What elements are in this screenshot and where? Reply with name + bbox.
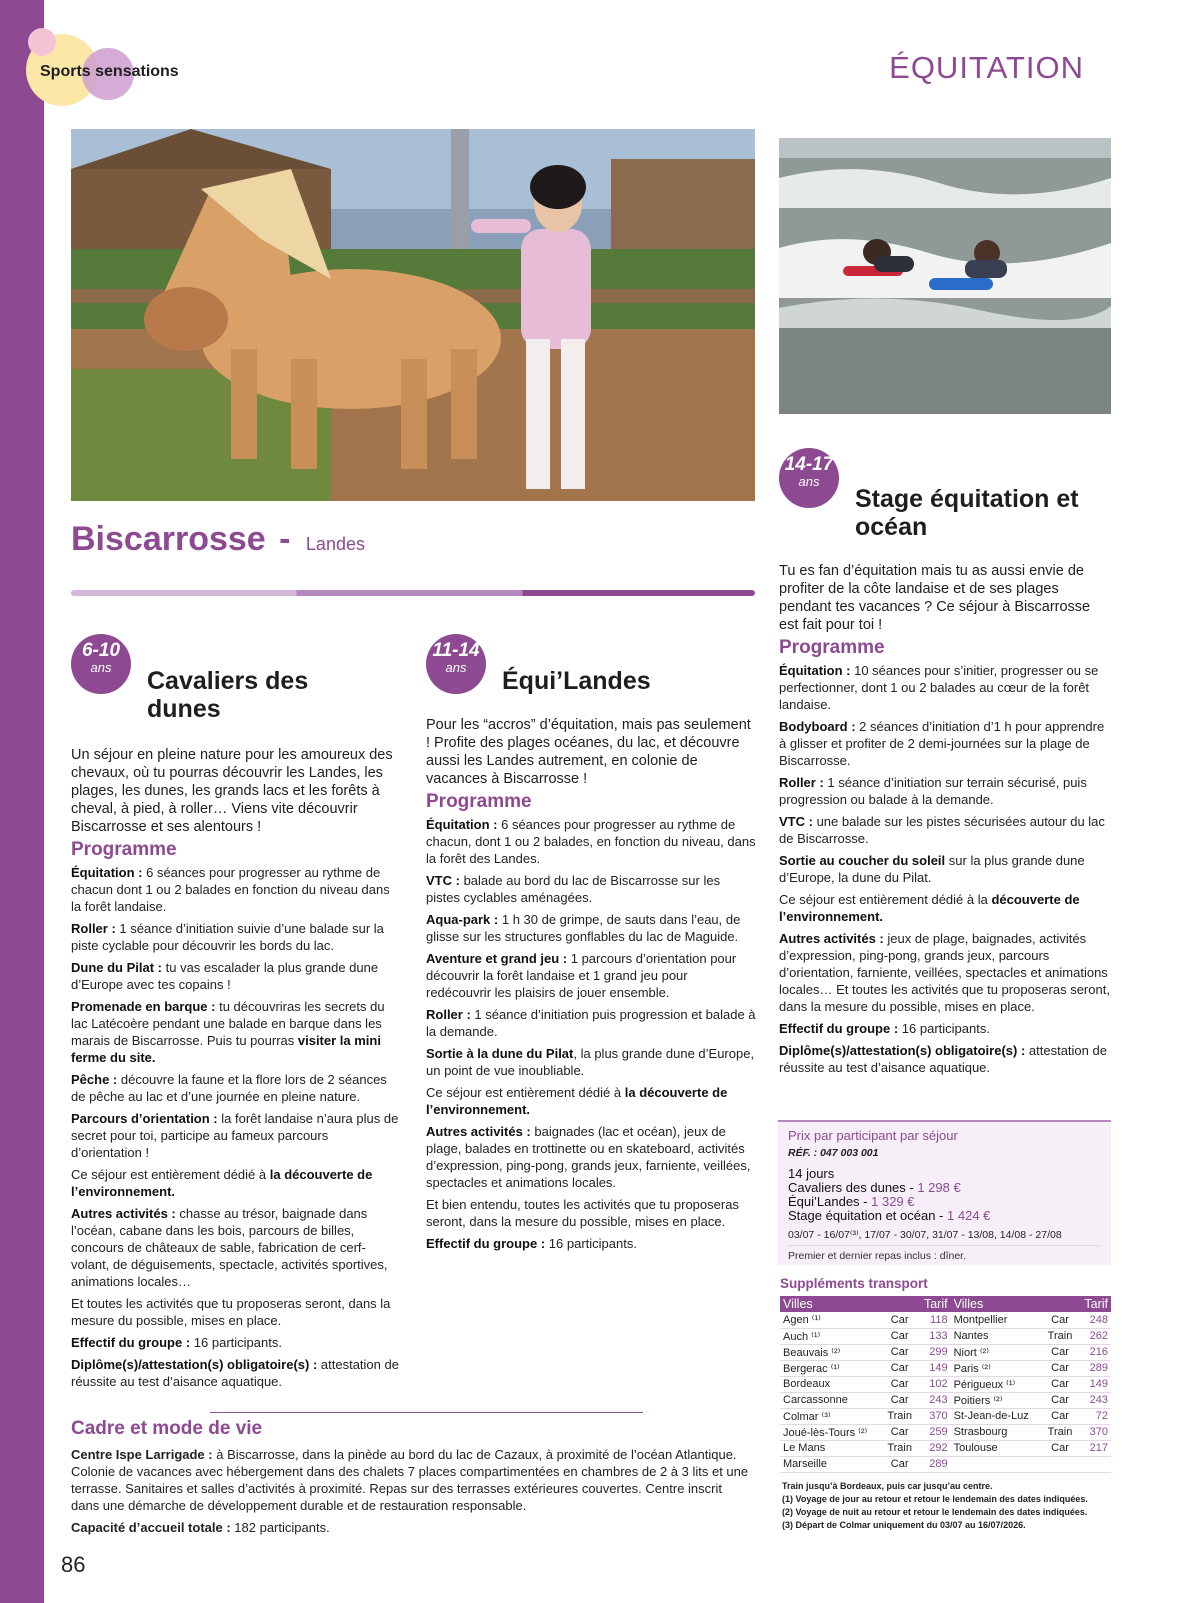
programme-item-label: Promenade en barque : [71, 999, 216, 1014]
note-line: (3) Départ de Colmar uniquement du 03/07 au 16/07/2026. [782, 1520, 1026, 1530]
stay-intro: Pour les “accros” d’équitation, mais pas seulement ! Profite des plages océanes, du lac, et découvre aussi les Landes autrement, en colonie de vacances à Biscarrosse ! [426, 717, 751, 787]
transport-heading: Suppléments transport [780, 1276, 928, 1291]
programme-item [426, 1123, 756, 1191]
programme-item [71, 998, 401, 1066]
programme-item-label: Parcours d’orientation : [71, 1111, 218, 1126]
transport-mode: Car [1043, 1408, 1078, 1424]
price-amount: 1 329 € [871, 1194, 915, 1209]
programme-item-text: baignades (lac et océan), jeux de plage, balades en trottinette ou en skateboard, activités d’expression, ping-pong, grands jeux, farniente, veillées, spectacles et animations locales. [426, 1124, 751, 1190]
programme-item-label: Sortie au coucher du soleil [779, 853, 946, 868]
programme-item-text: 1 séance d’initiation suivie d’une balade sur la piste cyclable pour découvrir les bords du lac. [71, 921, 384, 953]
programme-item-emphasis: découverte de l’environnement. [779, 892, 1080, 924]
programme-item [426, 1006, 756, 1040]
programme-item-text: chasse au trésor, baignade dans l’océan, cabane dans les bois, parcours de billes, concours de châteaux de sable, fabrication de cerf-volant, de déguisements, spectacle, activités sportives, animations locales… [71, 1206, 388, 1289]
transport-mode: Train [882, 1440, 917, 1456]
programme-item-text: 2 séances d’initiation d’1 h pour apprendre à glisser et profiter de 2 demi-journées sur la plage de Biscarrosse. [779, 719, 1105, 768]
price-stay-name: Équi’Landes - [788, 1194, 872, 1209]
price-amount: 1 298 € [917, 1180, 961, 1195]
transport-mode: Car [882, 1344, 917, 1360]
programme-item-text: , la plus grande dune d’Europe, un point de vue inoubliable. [426, 1046, 755, 1078]
programme-item-label: Équitation : [71, 865, 143, 880]
col-city: Villes [951, 1296, 1078, 1312]
programme-heading: Programme [426, 791, 532, 812]
programme-item-emphasis: la découverte de l’environnement. [71, 1167, 373, 1199]
programme-item-label: Roller : [71, 921, 116, 936]
programme-item-text: tu découvriras les secrets du lac Latécoère pendant une balade en barque dans les marais de Biscarrosse. Puis tu pourras [71, 999, 385, 1048]
center-label: Centre Ispe Larrigade : [71, 1447, 213, 1462]
transport-notes [782, 1480, 1112, 1532]
programme-item [71, 1110, 401, 1161]
programme-item [426, 1045, 756, 1079]
transport-city: Nantes [951, 1328, 1043, 1344]
transport-mode: Train [1043, 1328, 1078, 1344]
place-title [71, 520, 365, 559]
transport-mode: Car [882, 1456, 917, 1472]
cadre-text [71, 1446, 751, 1541]
programme-item-label: Autres activités : [779, 931, 884, 946]
title-dash: - [279, 520, 291, 558]
stay-title-stage: Stage équitation et océan [855, 485, 1079, 541]
note-line: (1) Voyage de jour au retour et retour le lendemain des dates indiquées. [782, 1494, 1088, 1504]
transport-city: Toulouse [951, 1440, 1043, 1456]
programme-item-text: 6 séances pour progresser au rythme de chacun dont 1 ou 2 balades en fonction du niveau dans la forêt landaise. [71, 865, 390, 914]
programme-item-text: jeux de plage, baignades, activités d’expression, ping-pong, grands jeux, parcours d’orientation, farniente, veillées, spectacles et animations locales… Et toutes les activités que tu proposeras seront, dans la mesure du possible, mises en place. [779, 931, 1110, 1014]
transport-city: Bergerac ⁽¹⁾ [780, 1360, 882, 1376]
programme-item-text: Ce séjour est entièrement dédié à [426, 1085, 625, 1100]
transport-price: 149 [1077, 1376, 1111, 1392]
center-description [71, 1446, 751, 1514]
programme-item [71, 959, 401, 993]
programme-item-text: 10 séances pour s’initier, progresser ou se perfectionner, dont 1 ou 2 balades au cœur de la forêt landaise. [779, 663, 1099, 712]
age-badge-14-17 [779, 448, 839, 508]
transport-price: 370 [1077, 1424, 1111, 1440]
transport-price: 292 [917, 1440, 951, 1456]
col-price: Tarif [1077, 1296, 1111, 1312]
programme-list [426, 816, 756, 1252]
programme-item-label: Roller : [426, 1007, 471, 1022]
programme-item-text: 16 participants. [545, 1236, 637, 1251]
transport-row [780, 1376, 1111, 1392]
programme-item-text: Ce séjour est entièrement dédié à la [779, 892, 992, 907]
transport-mode: Car [1043, 1360, 1078, 1376]
transport-table [780, 1296, 1111, 1473]
transport-price: 243 [1077, 1392, 1111, 1408]
transport-row [780, 1328, 1111, 1344]
programme-item [71, 1334, 401, 1351]
programme-item-text: Et bien entendu, toutes les activités que tu proposeras seront, dans la mesure du possible, mises en place. [426, 1197, 739, 1229]
programme-list [71, 864, 401, 1390]
programme-item-text: découvre la faune et la flore lors de 2 séances de pêche au lac et d’une journée en pleine nature. [71, 1072, 387, 1104]
transport-row [780, 1424, 1111, 1440]
title-divider [71, 590, 755, 596]
transport-city: Paris ⁽²⁾ [951, 1360, 1043, 1376]
programme-item-text: 1 h 30 de grimpe, de sauts dans l’eau, de glisse sur les structures gonflables du lac de Maguide. [426, 912, 741, 944]
transport-mode: Car [882, 1360, 917, 1376]
transport-row [780, 1392, 1111, 1408]
programme-list [779, 662, 1112, 1076]
stay-column-equilandes [426, 716, 756, 1257]
transport-city: Marseille [780, 1456, 882, 1472]
capacity-text: 182 participants. [230, 1520, 330, 1535]
programme-item-label: VTC : [426, 873, 460, 888]
programme-item-text: attestation de réussite au test d’aisance aquatique. [779, 1043, 1107, 1075]
programme-item [426, 911, 756, 945]
programme-item [71, 1205, 401, 1290]
programme-item-text: attestation de réussite au test d’aisance aquatique. [71, 1357, 399, 1389]
programme-item-label: Dune du Pilat : [71, 960, 162, 975]
transport-row [780, 1440, 1111, 1456]
stay-column-cavaliers [71, 746, 401, 1395]
programme-item-label: Aqua-park : [426, 912, 499, 927]
transport-city: Niort ⁽²⁾ [951, 1344, 1043, 1360]
age-range: 6-10 [81, 640, 121, 661]
price-box [778, 1120, 1111, 1265]
programme-item [779, 891, 1112, 925]
programme-item [426, 816, 756, 867]
transport-city: Auch ⁽¹⁾ [780, 1328, 882, 1344]
age-range: 11-14 [432, 640, 480, 661]
transport-row [780, 1360, 1111, 1376]
programme-item-label: VTC : [779, 814, 813, 829]
stay-title-cavaliers: Cavaliers des dunes [147, 667, 309, 723]
stay-intro: Tu es fan d’équitation mais tu as aussi envie de profiter de la côte landaise et de ses plages pendant tes vacances ? Ce séjour à Biscarrosse est fait pour toi ! [779, 563, 1091, 633]
price-duration: 14 jours [788, 1166, 835, 1181]
transport-mode: Car [882, 1312, 917, 1328]
programme-item [779, 774, 1112, 808]
transport-body [780, 1312, 1111, 1472]
price-stay-name: Stage équitation et océan - [788, 1208, 948, 1223]
programme-item-label: Diplôme(s)/attestation(s) obligatoire(s) : [71, 1357, 318, 1372]
transport-price: 149 [917, 1360, 951, 1376]
programme-item-text: la forêt landaise n’aura plus de secret pour toi, participe au fameux parcours d’orientation ! [71, 1111, 399, 1160]
programme-item-label: Autres activités : [426, 1124, 531, 1139]
note-line: (2) Voyage de nuit au retour et retour le lendemain des dates indiquées. [782, 1507, 1088, 1517]
programme-item-text: sur la plus grande dune d’Europe, la dune du Pilat. [779, 853, 1085, 885]
transport-mode: Car [882, 1376, 917, 1392]
transport-price: 289 [1077, 1360, 1111, 1376]
programme-item [426, 950, 756, 1001]
age-unit: ans [798, 474, 820, 489]
price-reference: RÉF. : 047 003 001 [788, 1147, 879, 1159]
programme-item-emphasis: la découverte de l’environnement. [426, 1085, 728, 1117]
transport-city: Poitiers ⁽²⁾ [951, 1392, 1043, 1408]
price-heading: Prix par participant par séjour [788, 1128, 958, 1143]
programme-item-text: 6 séances pour progresser au rythme de chacun, dont 1 ou 2 balades, en fonction du niveau, dans la forêt des Landes. [426, 817, 756, 866]
transport-price: 299 [917, 1344, 951, 1360]
programme-item-label: Diplôme(s)/attestation(s) obligatoire(s) : [779, 1043, 1026, 1058]
cadre-heading: Cadre et mode de vie [71, 1418, 263, 1439]
transport-price: 259 [917, 1424, 951, 1440]
transport-mode: Car [1043, 1392, 1078, 1408]
age-badge-6-10 [71, 634, 131, 694]
category-label: Sports sensations [40, 63, 179, 80]
transport-price: 289 [917, 1456, 951, 1472]
transport-city: Beauvais ⁽²⁾ [780, 1344, 882, 1360]
programme-item [71, 864, 401, 915]
programme-item [71, 1295, 401, 1329]
price-line [788, 1209, 1101, 1223]
programme-item [779, 813, 1112, 847]
programme-item [71, 1071, 401, 1105]
programme-item [71, 920, 401, 954]
transport-mode: Car [882, 1328, 917, 1344]
transport-price: 248 [1077, 1312, 1111, 1328]
transport-price [1077, 1456, 1111, 1472]
programme-item-text: 16 participants. [190, 1335, 282, 1350]
stay-column-stage [779, 562, 1112, 1081]
transport-city: Colmar ⁽³⁾ [780, 1408, 882, 1424]
programme-item [426, 1235, 756, 1252]
transport-mode: Car [1043, 1376, 1078, 1392]
transport-row [780, 1312, 1111, 1328]
bodyboard-photo [779, 138, 1111, 414]
programme-item-label: Bodyboard : [779, 719, 856, 734]
transport-mode: Train [882, 1408, 917, 1424]
transport-price: 72 [1077, 1408, 1111, 1424]
place-region: Landes [305, 534, 365, 554]
programme-item [71, 1166, 401, 1200]
transport-city: Carcassonne [780, 1392, 882, 1408]
programme-item-label: Sortie à la dune du Pilat [426, 1046, 574, 1061]
transport-price: 216 [1077, 1344, 1111, 1360]
programme-item-text: 1 séance d’initiation sur terrain sécurisé, puis progression ou balade à la demande. [779, 775, 1087, 807]
programme-item-text: 16 participants. [898, 1021, 990, 1036]
horse-photo [71, 129, 755, 501]
age-unit: ans [90, 660, 112, 675]
transport-city: Bordeaux [780, 1376, 882, 1392]
programme-item [779, 930, 1112, 1015]
programme-item-text: 1 séance d’initiation puis progression et balade à la demande. [426, 1007, 756, 1039]
programme-item-label: Équitation : [779, 663, 851, 678]
transport-mode [1043, 1456, 1078, 1472]
transport-price: 370 [917, 1408, 951, 1424]
programme-item-label: Effectif du groupe : [426, 1236, 546, 1251]
col-price: Tarif [917, 1296, 951, 1312]
transport-row [780, 1456, 1111, 1472]
transport-city: St-Jean-de-Luz [951, 1408, 1043, 1424]
programme-item [426, 1084, 756, 1118]
meals-note: Premier et dernier repas inclus : dîner. [788, 1250, 966, 1262]
page-sidebar-band [0, 0, 44, 1603]
price-amount: 1 424 € [947, 1208, 991, 1223]
programme-item [779, 662, 1112, 713]
col-city: Villes [780, 1296, 917, 1312]
pink-bubble [28, 28, 56, 56]
place-name: Biscarrosse [71, 520, 266, 558]
programme-item-label: Équitation : [426, 817, 498, 832]
programme-item-emphasis: visiter la mini ferme du site. [71, 1033, 381, 1065]
programme-heading: Programme [779, 637, 885, 658]
age-unit: ans [445, 660, 467, 675]
capacity [71, 1519, 751, 1536]
programme-item [779, 1020, 1112, 1037]
transport-city: Montpellier [951, 1312, 1043, 1328]
programme-item-label: Effectif du groupe : [71, 1335, 191, 1350]
page-number: 86 [61, 1552, 86, 1577]
section-title: ÉQUITATION [889, 50, 1084, 85]
transport-mode: Car [1043, 1312, 1078, 1328]
transport-city: Agen ⁽¹⁾ [780, 1312, 882, 1328]
programme-item [71, 1356, 401, 1390]
programme-item [779, 1042, 1112, 1076]
transport-price: 243 [917, 1392, 951, 1408]
transport-row [780, 1408, 1111, 1424]
programme-heading: Programme [71, 839, 177, 860]
transport-row [780, 1344, 1111, 1360]
transport-price: 262 [1077, 1328, 1111, 1344]
transport-city: Strasbourg [951, 1424, 1043, 1440]
transport-city: Joué-lès-Tours ⁽²⁾ [780, 1424, 882, 1440]
programme-item-text: balade au bord du lac de Biscarrosse sur les pistes cyclables aménagées. [426, 873, 721, 905]
programme-item-label: Pêche : [71, 1072, 118, 1087]
programme-item [779, 718, 1112, 769]
transport-mode: Train [1043, 1424, 1078, 1440]
note-line: Train jusqu’à Bordeaux, puis car jusqu’au centre. [782, 1481, 993, 1491]
programme-item-label: Aventure et grand jeu : [426, 951, 568, 966]
transport-price: 118 [917, 1312, 951, 1328]
price-line [788, 1195, 1101, 1209]
capacity-label: Capacité d’accueil totale : [71, 1520, 231, 1535]
center-text: à Biscarrosse, dans la pinède au bord du lac de Cazaux, à proximité de l’océan Atlantique. Colonie de vacances avec hébergement dans des chalets 7 places compartimentées en chambres de 2 à 3 lits et une terrasse. Sanitaires et salles d’activités à proximité. Repas sur des terrasses extérieures couvertes. Centre inscrit dans une démarche de développement durable et de restauration responsable. [71, 1447, 749, 1513]
programme-item-text: 1 parcours d’orientation pour découvrir la forêt landaise et 1 grand jeu pour redécouvrir les plaisirs de jouer ensemble. [426, 951, 737, 1000]
price-line [788, 1181, 1101, 1195]
programme-item [779, 852, 1112, 886]
programme-item-label: Autres activités : [71, 1206, 176, 1221]
transport-mode: Car [882, 1424, 917, 1440]
transport-mode: Car [882, 1392, 917, 1408]
programme-item-label: Effectif du groupe : [779, 1021, 899, 1036]
programme-item-text: Et toutes les activités que tu proposeras seront, dans la mesure du possible, mises en place. [71, 1296, 391, 1328]
age-range: 14-17 [784, 454, 834, 475]
price-stay-name: Cavaliers des dunes - [788, 1180, 918, 1195]
transport-city [951, 1456, 1043, 1472]
programme-item-text: Ce séjour est entièrement dédié à [71, 1167, 270, 1182]
transport-price: 217 [1077, 1440, 1111, 1456]
cadre-rule [210, 1412, 643, 1413]
transport-city: Périgueux ⁽¹⁾ [951, 1376, 1043, 1392]
stay-intro: Un séjour en pleine nature pour les amoureux des chevaux, où tu pourras découvrir les Landes, les plages, les dunes, les grands lacs et les forêts à cheval, à pied, à roller… Viens vite découvrir Biscarrosse et ses alentours ! [71, 747, 393, 835]
age-badge-11-14 [426, 634, 486, 694]
transport-price: 133 [917, 1328, 951, 1344]
stay-title-equilandes: Équi’Landes [502, 667, 651, 695]
transport-price: 102 [917, 1376, 951, 1392]
programme-item [426, 872, 756, 906]
transport-city: Le Mans [780, 1440, 882, 1456]
session-dates: 03/07 - 16/07⁽³⁾, 17/07 - 30/07, 31/07 - 13/08, 14/08 - 27/08 [788, 1229, 1101, 1246]
programme-item-text: une balade sur les pistes sécurisées autour du lac de Biscarrosse. [779, 814, 1105, 846]
programme-item [426, 1196, 756, 1230]
transport-mode: Car [1043, 1344, 1078, 1360]
transport-mode: Car [1043, 1440, 1078, 1456]
transport-header-row [780, 1296, 1111, 1312]
programme-item-text: tu vas escalader la plus grande dune d’Europe avec tes copains ! [71, 960, 379, 992]
programme-item-label: Roller : [779, 775, 824, 790]
